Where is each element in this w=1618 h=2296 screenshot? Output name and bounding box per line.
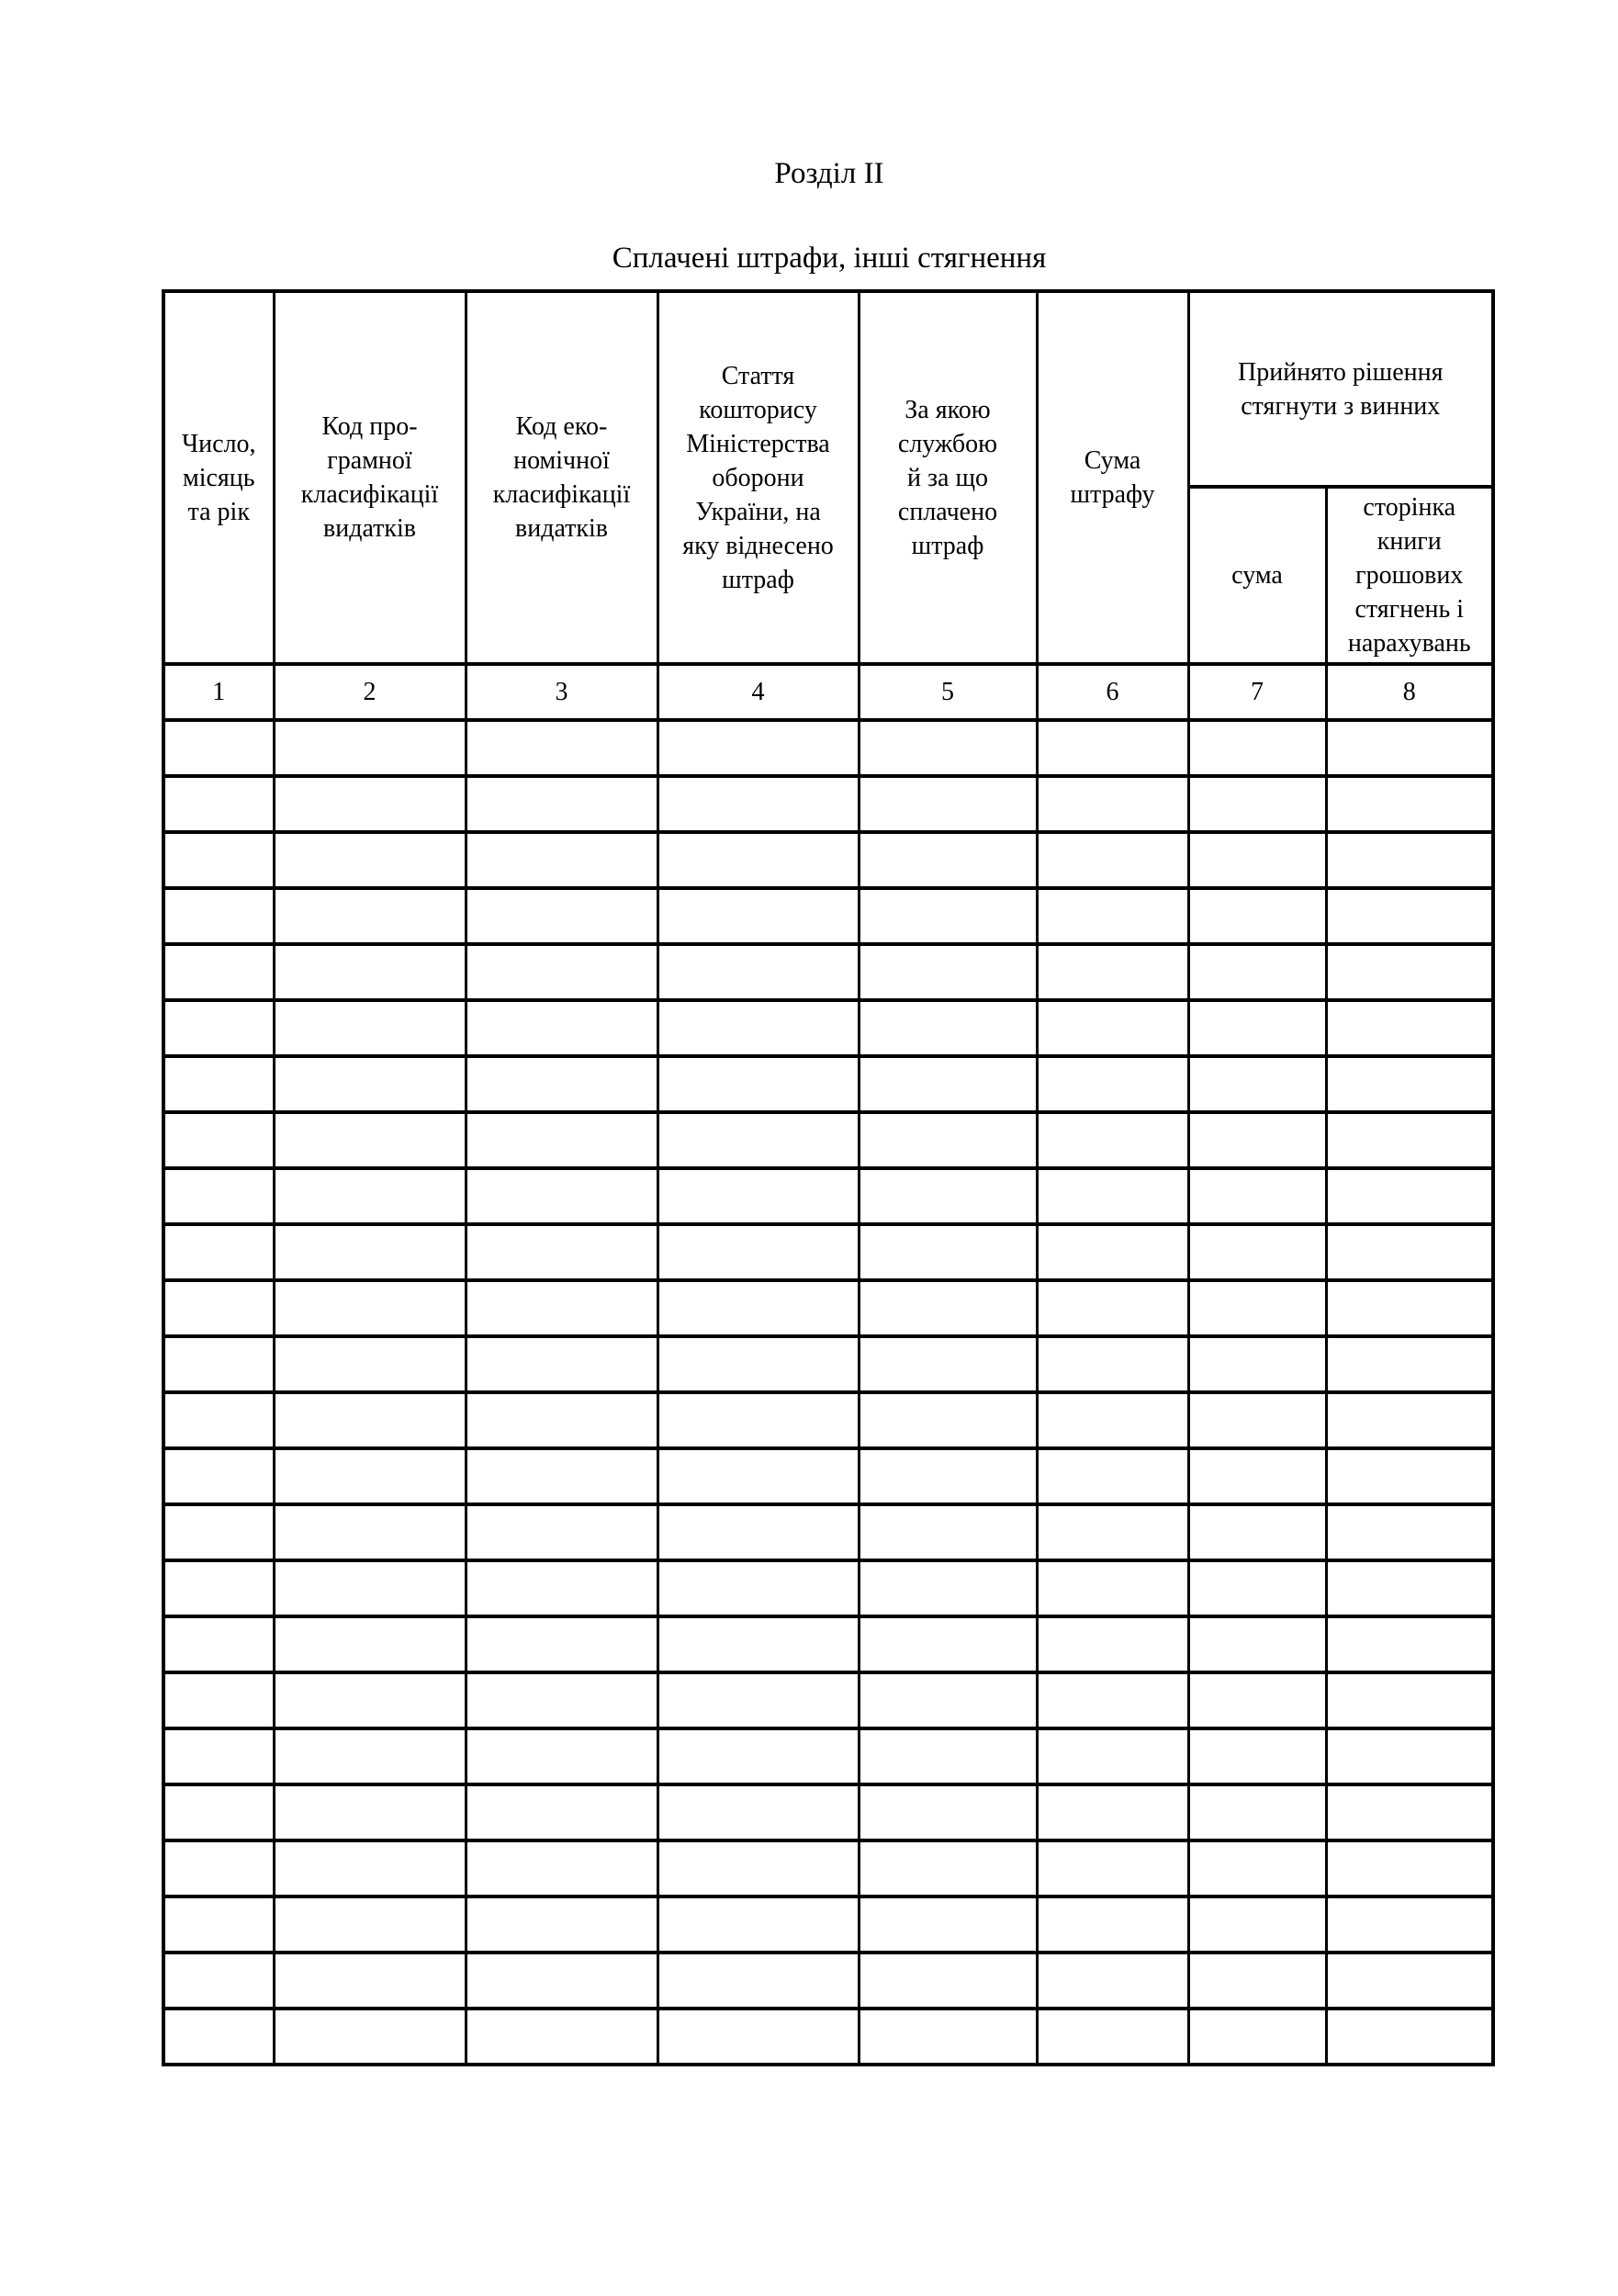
empty-cell — [1188, 1953, 1326, 2009]
empty-cell — [1188, 1280, 1326, 1336]
empty-cell — [466, 1672, 657, 1728]
empty-cell — [274, 1448, 466, 1504]
empty-cell — [859, 1336, 1037, 1392]
empty-cell — [1037, 1953, 1188, 2009]
empty-cell — [163, 720, 274, 776]
empty-cell — [657, 1672, 859, 1728]
empty-cell — [657, 1224, 859, 1280]
empty-cell — [657, 944, 859, 1000]
empty-row — [163, 1224, 1493, 1280]
empty-cell — [657, 1896, 859, 1953]
header-cell-decision-sum: сума — [1188, 487, 1326, 664]
empty-cell — [657, 1840, 859, 1896]
empty-cell — [163, 944, 274, 1000]
empty-cell — [1037, 720, 1188, 776]
empty-cell — [1188, 1224, 1326, 1280]
empty-row — [163, 720, 1493, 776]
empty-cell — [1037, 1560, 1188, 1616]
empty-cell — [466, 832, 657, 888]
empty-cell — [1037, 1504, 1188, 1560]
empty-cell — [1037, 1000, 1188, 1056]
empty-cell — [859, 1056, 1037, 1112]
empty-cell — [859, 1000, 1037, 1056]
empty-cell — [657, 1953, 859, 2009]
empty-row — [163, 2009, 1493, 2065]
empty-cell — [466, 1784, 657, 1840]
empty-cell — [274, 1168, 466, 1224]
column-number-1: 1 — [163, 664, 274, 720]
empty-cell — [1326, 1504, 1493, 1560]
empty-cell — [163, 2009, 274, 2065]
empty-cell — [274, 1672, 466, 1728]
empty-cell — [1326, 1336, 1493, 1392]
empty-cell — [1326, 1112, 1493, 1168]
empty-cell — [466, 720, 657, 776]
section-title: Розділ II — [774, 157, 884, 190]
empty-cell — [859, 832, 1037, 888]
header-row-main — [163, 291, 1493, 487]
empty-cell — [859, 776, 1037, 832]
empty-cell — [1188, 888, 1326, 944]
empty-cell — [163, 1168, 274, 1224]
empty-cell — [1037, 1168, 1188, 1224]
empty-cell — [163, 832, 274, 888]
empty-cell — [1188, 720, 1326, 776]
empty-cell — [1037, 1448, 1188, 1504]
empty-row — [163, 1896, 1493, 1953]
empty-cell — [1326, 1392, 1493, 1448]
empty-cell — [466, 1000, 657, 1056]
column-number-3: 3 — [466, 664, 657, 720]
empty-cell — [1326, 1784, 1493, 1840]
empty-cell — [274, 1840, 466, 1896]
empty-cell — [1188, 776, 1326, 832]
header-cell-fine-amount: Сума штрафу — [1037, 291, 1188, 664]
empty-cell — [657, 1336, 859, 1392]
empty-cell — [466, 1953, 657, 2009]
empty-cell — [274, 888, 466, 944]
empty-cell — [1188, 832, 1326, 888]
empty-cell — [163, 1056, 274, 1112]
empty-cell — [1037, 888, 1188, 944]
empty-cell — [1188, 944, 1326, 1000]
fines-table — [162, 289, 1495, 2066]
empty-cell — [859, 1560, 1037, 1616]
empty-cell — [1326, 1280, 1493, 1336]
empty-cell — [163, 1448, 274, 1504]
empty-cell — [1188, 1112, 1326, 1168]
empty-row — [163, 1392, 1493, 1448]
empty-cell — [1188, 1504, 1326, 1560]
empty-cell — [1037, 1784, 1188, 1840]
empty-cell — [1326, 1840, 1493, 1896]
table-header — [163, 291, 1493, 720]
empty-cell — [1326, 1953, 1493, 2009]
empty-cell — [1037, 1280, 1188, 1336]
empty-cell — [1037, 1672, 1188, 1728]
empty-row — [163, 1560, 1493, 1616]
empty-cell — [1326, 888, 1493, 944]
empty-row — [163, 1448, 1493, 1504]
empty-cell — [859, 1840, 1037, 1896]
empty-cell — [1037, 1392, 1188, 1448]
empty-cell — [657, 776, 859, 832]
empty-cell — [274, 1728, 466, 1784]
empty-cell — [1037, 1728, 1188, 1784]
empty-cell — [1037, 1616, 1188, 1672]
empty-cell — [859, 1448, 1037, 1504]
empty-cell — [657, 832, 859, 888]
empty-cell — [657, 720, 859, 776]
empty-row — [163, 1168, 1493, 1224]
empty-cell — [657, 1728, 859, 1784]
empty-cell — [657, 1168, 859, 1224]
empty-cell — [163, 1560, 274, 1616]
empty-cell — [274, 1616, 466, 1672]
empty-cell — [1326, 1728, 1493, 1784]
empty-cell — [1326, 720, 1493, 776]
column-number-6: 6 — [1037, 664, 1188, 720]
empty-cell — [1188, 1896, 1326, 1953]
empty-cell — [1188, 1168, 1326, 1224]
empty-row — [163, 1504, 1493, 1560]
header-cell-date: Число, місяць та рік — [163, 291, 274, 664]
empty-cell — [1037, 1336, 1188, 1392]
empty-cell — [1326, 832, 1493, 888]
empty-cell — [1037, 776, 1188, 832]
empty-cell — [1326, 1896, 1493, 1953]
empty-cell — [657, 1448, 859, 1504]
empty-cell — [274, 720, 466, 776]
empty-row — [163, 1672, 1493, 1728]
empty-cell — [657, 1560, 859, 1616]
header-cell-decision-group: Прийнято рішення стягнути з винних — [1188, 291, 1493, 487]
empty-cell — [466, 1056, 657, 1112]
empty-cell — [274, 1560, 466, 1616]
empty-cell — [859, 2009, 1037, 2065]
empty-cell — [1326, 1224, 1493, 1280]
header-cell-economic-code: Код еко- номічної класифікації видатків — [466, 291, 657, 664]
empty-cell — [163, 1616, 274, 1672]
empty-row — [163, 1112, 1493, 1168]
empty-cell — [1037, 1112, 1188, 1168]
empty-cell — [163, 1953, 274, 2009]
empty-cell — [163, 1112, 274, 1168]
empty-cell — [657, 1504, 859, 1560]
empty-cell — [466, 944, 657, 1000]
empty-cell — [466, 1280, 657, 1336]
empty-cell — [859, 1504, 1037, 1560]
empty-cell — [466, 1728, 657, 1784]
empty-cell — [1188, 1840, 1326, 1896]
empty-cell — [859, 1728, 1037, 1784]
header-cell-estimate-article: Стаття кошторису Міністерства оборони України, на яку віднесено штраф — [657, 291, 859, 664]
empty-row — [163, 1840, 1493, 1896]
empty-cell — [163, 776, 274, 832]
empty-cell — [466, 1336, 657, 1392]
header-cell-program-code: Код про- грамної класифікації видатків — [274, 291, 466, 664]
empty-cell — [163, 1504, 274, 1560]
empty-cell — [859, 1168, 1037, 1224]
empty-cell — [1188, 2009, 1326, 2065]
empty-cell — [1037, 2009, 1188, 2065]
empty-row — [163, 1616, 1493, 1672]
empty-cell — [274, 1000, 466, 1056]
empty-cell — [1037, 1840, 1188, 1896]
empty-cell — [274, 1056, 466, 1112]
empty-cell — [274, 776, 466, 832]
empty-cell — [1326, 1168, 1493, 1224]
empty-cell — [1188, 1560, 1326, 1616]
empty-cell — [163, 1672, 274, 1728]
empty-cell — [657, 888, 859, 944]
empty-cell — [1188, 1336, 1326, 1392]
empty-cell — [466, 1224, 657, 1280]
empty-cell — [859, 944, 1037, 1000]
empty-cell — [657, 1280, 859, 1336]
empty-cell — [1188, 1616, 1326, 1672]
empty-cell — [1326, 2009, 1493, 2065]
empty-cell — [466, 1168, 657, 1224]
empty-row — [163, 888, 1493, 944]
empty-cell — [466, 1392, 657, 1448]
empty-cell — [859, 1616, 1037, 1672]
empty-cell — [1326, 1560, 1493, 1616]
empty-cell — [466, 888, 657, 944]
empty-cell — [163, 1336, 274, 1392]
empty-cell — [1037, 1896, 1188, 1953]
empty-cell — [1037, 1056, 1188, 1112]
empty-cell — [466, 776, 657, 832]
header-cell-service-reason: За якою службою й за що сплачено штраф — [859, 291, 1037, 664]
empty-row — [163, 944, 1493, 1000]
empty-cell — [274, 1112, 466, 1168]
section-subtitle: Сплачені штрафи, інші стягнення — [612, 242, 1047, 275]
empty-cell — [859, 1953, 1037, 2009]
empty-cell — [859, 1784, 1037, 1840]
empty-cell — [163, 1280, 274, 1336]
empty-cell — [466, 1560, 657, 1616]
empty-cell — [274, 1336, 466, 1392]
empty-row — [163, 1280, 1493, 1336]
empty-cell — [466, 1112, 657, 1168]
empty-row — [163, 1953, 1493, 2009]
empty-cell — [1188, 1056, 1326, 1112]
column-number-4: 4 — [657, 664, 859, 720]
empty-cell — [859, 1672, 1037, 1728]
empty-cell — [657, 1616, 859, 1672]
empty-row — [163, 832, 1493, 888]
empty-cell — [1326, 1056, 1493, 1112]
column-numbers-row — [163, 664, 1493, 720]
empty-cell — [274, 832, 466, 888]
table-body — [163, 720, 1493, 2065]
empty-cell — [657, 1112, 859, 1168]
empty-cell — [1188, 1000, 1326, 1056]
empty-cell — [1326, 1616, 1493, 1672]
empty-cell — [1188, 1784, 1326, 1840]
empty-cell — [859, 1896, 1037, 1953]
empty-cell — [859, 888, 1037, 944]
empty-cell — [274, 1953, 466, 2009]
empty-cell — [1037, 944, 1188, 1000]
empty-cell — [274, 944, 466, 1000]
empty-cell — [274, 1784, 466, 1840]
column-number-7: 7 — [1188, 664, 1326, 720]
empty-cell — [163, 1840, 274, 1896]
empty-cell — [1326, 776, 1493, 832]
empty-cell — [466, 1896, 657, 1953]
empty-cell — [466, 1504, 657, 1560]
empty-cell — [274, 1392, 466, 1448]
empty-cell — [1188, 1448, 1326, 1504]
empty-cell — [1037, 1224, 1188, 1280]
column-number-2: 2 — [274, 664, 466, 720]
empty-cell — [1037, 832, 1188, 888]
empty-row — [163, 1000, 1493, 1056]
empty-cell — [1188, 1392, 1326, 1448]
empty-cell — [274, 1224, 466, 1280]
empty-cell — [657, 1056, 859, 1112]
empty-row — [163, 1728, 1493, 1784]
empty-cell — [1326, 1448, 1493, 1504]
empty-cell — [163, 1000, 274, 1056]
empty-cell — [466, 1448, 657, 1504]
empty-row — [163, 776, 1493, 832]
empty-cell — [163, 1728, 274, 1784]
empty-cell — [657, 1784, 859, 1840]
empty-row — [163, 1784, 1493, 1840]
empty-cell — [163, 888, 274, 944]
empty-cell — [859, 1392, 1037, 1448]
empty-cell — [163, 1224, 274, 1280]
empty-cell — [163, 1392, 274, 1448]
empty-cell — [657, 1000, 859, 1056]
header-cell-book-page: сторінка книги грошових стягнень і нарахувань — [1326, 487, 1493, 664]
empty-cell — [163, 1784, 274, 1840]
empty-cell — [859, 1280, 1037, 1336]
empty-cell — [274, 1504, 466, 1560]
empty-cell — [1188, 1728, 1326, 1784]
empty-cell — [1326, 1672, 1493, 1728]
empty-row — [163, 1056, 1493, 1112]
empty-cell — [274, 2009, 466, 2065]
empty-cell — [466, 2009, 657, 2065]
empty-cell — [1326, 1000, 1493, 1056]
empty-cell — [466, 1616, 657, 1672]
empty-cell — [274, 1896, 466, 1953]
empty-row — [163, 1336, 1493, 1392]
empty-cell — [274, 1280, 466, 1336]
empty-cell — [657, 1392, 859, 1448]
column-number-5: 5 — [859, 664, 1037, 720]
empty-cell — [1188, 1672, 1326, 1728]
empty-cell — [657, 2009, 859, 2065]
empty-cell — [859, 1112, 1037, 1168]
empty-cell — [859, 720, 1037, 776]
empty-cell — [163, 1896, 274, 1953]
column-number-8: 8 — [1326, 664, 1493, 720]
empty-cell — [466, 1840, 657, 1896]
empty-cell — [859, 1224, 1037, 1280]
empty-cell — [1326, 944, 1493, 1000]
